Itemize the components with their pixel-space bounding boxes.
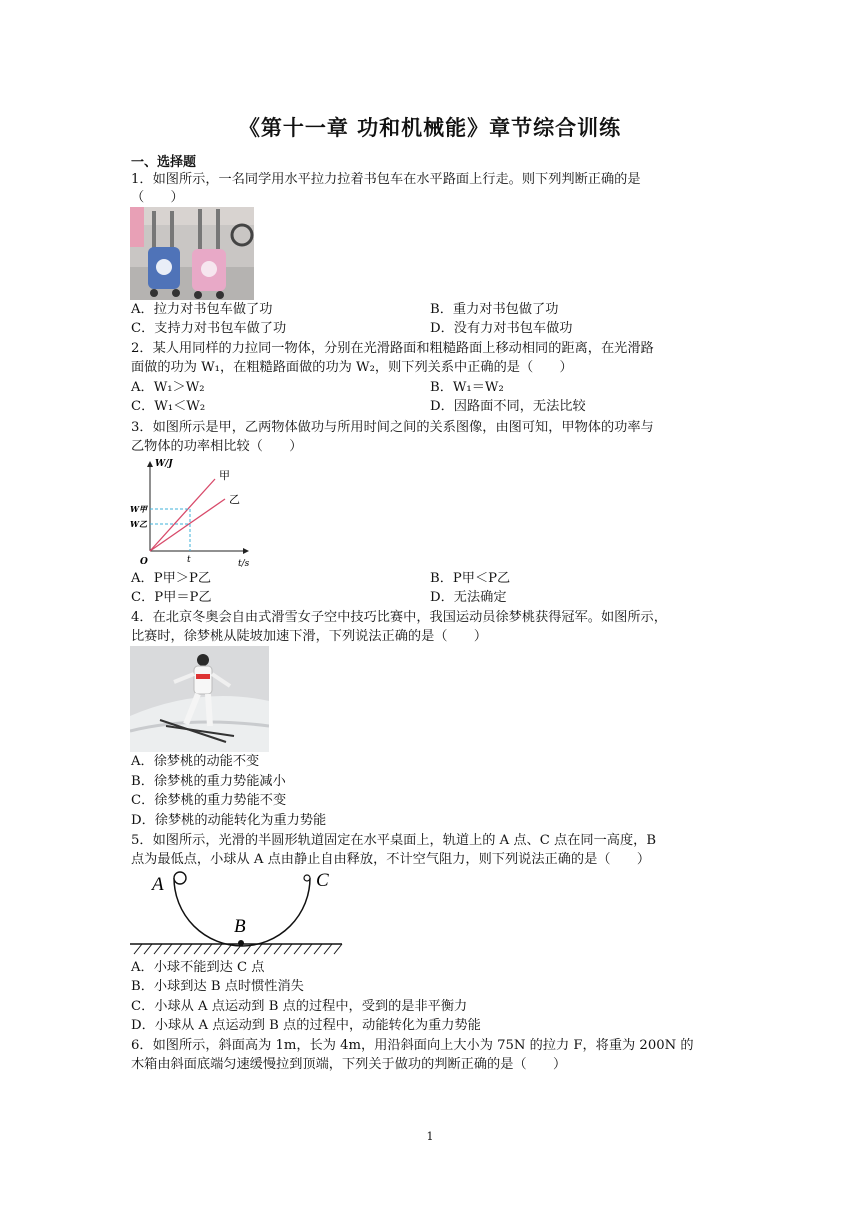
x-axis-label: t/s xyxy=(238,559,250,568)
origin-label: O xyxy=(140,557,148,567)
w-jia-label: W甲 xyxy=(130,504,147,514)
q3-option-b: B．P甲＜P乙 xyxy=(430,571,511,586)
q1-stem-line1: 1．如图所示，一名同学用水平拉力拉着书包车在水平路面上行走。则下列判断正确的是 xyxy=(131,172,641,187)
label-a: A xyxy=(152,874,164,895)
label-b: B xyxy=(234,916,246,937)
yi-label: 乙 xyxy=(229,493,240,506)
q5-option-c: C．小球从 A 点运动到 B 点的过程中，受到的是非平衡力 xyxy=(131,999,468,1014)
q1-photo-schoolbag-trolley xyxy=(130,207,254,300)
q3-option-d: D．无法确定 xyxy=(430,590,507,605)
q5-stem-line1: 5．如图所示，光滑的半圆形轨道固定在水平桌面上，轨道上的 A 点、C 点在同一高度，B xyxy=(131,833,657,848)
ball-at-a xyxy=(174,872,186,884)
page-number: 1 xyxy=(426,1130,434,1143)
q4-option-b: B．徐梦桃的重力势能减小 xyxy=(131,774,286,789)
label-c: C xyxy=(316,870,329,891)
q2-stem-line2: 面做的功为 W₁，在粗糙路面做的功为 W₂，则下列关系中正确的是（ ） xyxy=(131,360,573,375)
line-yi xyxy=(150,499,225,551)
q4-stem-line2: 比赛时，徐梦桃从陡坡加速下滑，下列说法正确的是（ ） xyxy=(131,629,488,644)
q5-option-a: A．小球不能到达 C 点 xyxy=(131,960,265,975)
q2-option-c: C．W₁＜W₂ xyxy=(131,399,206,414)
q4-option-d: D．徐梦桃的动能转化为重力势能 xyxy=(131,813,327,828)
w-yi-label: W乙 xyxy=(130,519,147,529)
q4-photo-skier xyxy=(130,646,269,752)
q1-option-c: C．支持力对书包车做了功 xyxy=(131,321,287,336)
q3-option-a: A．P甲＞P乙 xyxy=(131,571,212,586)
q3-work-time-graph xyxy=(130,456,255,568)
jia-label: 甲 xyxy=(219,469,230,482)
q6-stem-line1: 6．如图所示，斜面高为 1m，长为 4m，用沿斜面向上大小为 75N 的拉力 F，将重为 200N 的 xyxy=(131,1038,694,1053)
q1-option-d: D．没有力对书包车做功 xyxy=(430,321,573,336)
y-axis-label: W/J xyxy=(155,459,173,469)
q1-option-b: B．重力对书包做了功 xyxy=(430,302,559,317)
q3-stem-line1: 3．如图所示是甲，乙两物体做功与所用时间之间的关系图像，由图可知，甲物体的功率与 xyxy=(131,420,654,435)
q2-option-d: D．因路面不同，无法比较 xyxy=(430,399,586,414)
section-heading: 一、选择题 xyxy=(131,155,197,170)
q1-option-a: A．拉力对书包车做了功 xyxy=(131,302,273,317)
point-c-marker xyxy=(304,875,310,881)
q2-option-a: A．W₁＞W₂ xyxy=(131,380,205,395)
q5-option-d: D．小球从 A 点运动到 B 点的过程中，动能转化为重力势能 xyxy=(131,1018,481,1033)
line-jia xyxy=(150,479,215,551)
page-title: 《第十一章 功和机械能》章节综合训练 xyxy=(238,116,622,140)
q1-stem-line2: （ ） xyxy=(131,190,184,205)
t-label: t xyxy=(187,555,191,565)
q3-option-c: C．P甲＝P乙 xyxy=(131,590,212,605)
q3-stem-line2: 乙物体的功率相比较（ ） xyxy=(131,439,303,454)
q2-option-b: B．W₁＝W₂ xyxy=(430,380,504,395)
q2-stem-line1: 2．某人用同样的力拉同一物体，分别在光滑路面和粗糙路面上移动相同的距离，在光滑路 xyxy=(131,341,654,356)
q5-semicircle-track-diagram xyxy=(130,866,346,956)
q5-option-b: B．小球到达 B 点时惯性消失 xyxy=(131,979,304,994)
q4-option-a: A．徐梦桃的动能不变 xyxy=(131,754,260,769)
q4-option-c: C．徐梦桃的重力势能不变 xyxy=(131,793,287,808)
q6-stem-line2: 木箱由斜面底端匀速缓慢拉到顶端，下列关于做功的判断正确的是（ ） xyxy=(131,1057,567,1072)
q4-stem-line1: 4．在北京冬奥会自由式滑雪女子空中技巧比赛中，我国运动员徐梦桃获得冠军。如图所示， xyxy=(131,610,667,625)
q5-stem-line2: 点为最低点，小球从 A 点由静止自由释放，不计空气阻力，则下列说法正确的是（ ） xyxy=(131,852,651,867)
